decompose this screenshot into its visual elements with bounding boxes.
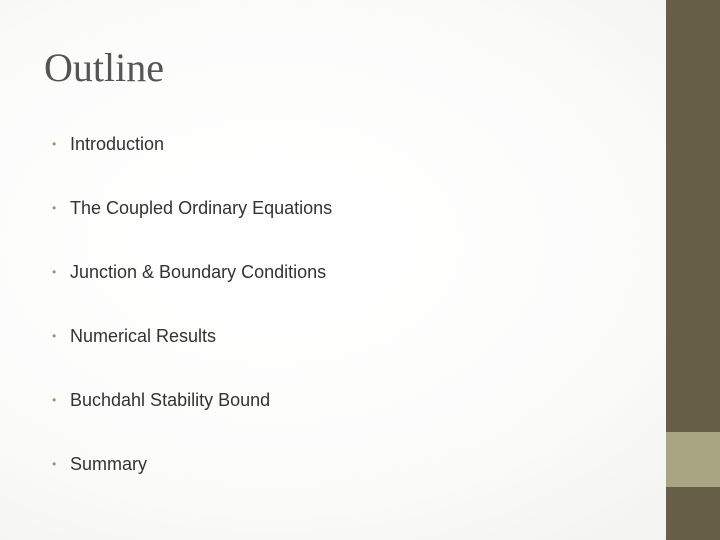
bullet-icon: • [52, 265, 57, 279]
bullet-text: Numerical Results [70, 326, 217, 346]
slide-title: Outline [44, 45, 164, 90]
bullet-text: Summary [70, 454, 148, 474]
bullet-text: Buchdahl Stability Bound [70, 390, 271, 410]
bullet-text: Junction & Boundary Conditions [70, 262, 327, 282]
bullet-icon: • [52, 137, 57, 151]
decorative-sidebar-accent [666, 432, 720, 487]
bullet-text: Introduction [70, 134, 165, 154]
bullet-icon: • [52, 393, 57, 407]
bullet-text: The Coupled Ordinary Equations [70, 198, 333, 218]
bullet-icon: • [52, 201, 57, 215]
bullet-icon: • [52, 329, 57, 343]
bullet-icon: • [52, 457, 57, 471]
